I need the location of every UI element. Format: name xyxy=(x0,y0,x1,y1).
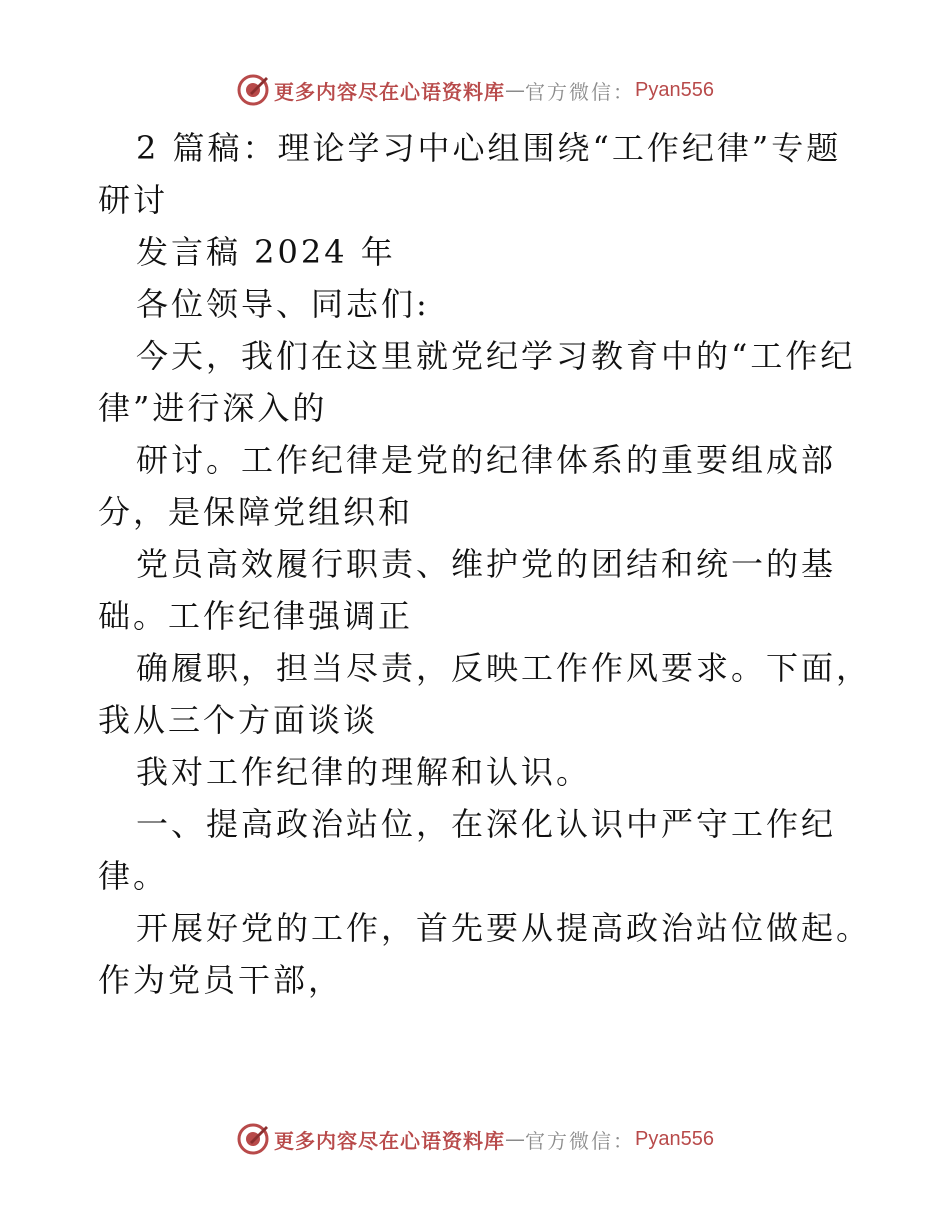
watermark-wechat-label: 官方微信： xyxy=(525,79,636,104)
text-line: 我对工作纪律的理解和认识。 xyxy=(136,753,592,791)
text-line: 律”进行深入的 xyxy=(98,389,328,427)
text-line: 础。工作纪律强调正 xyxy=(98,597,414,635)
text-line: 作为党员干部， xyxy=(98,961,344,999)
watermark-site-text: 更多内容尽在心语资料库 xyxy=(274,79,506,104)
text-line: 今天，我们在这里就党纪学习教育中的“工作纪 xyxy=(136,337,856,375)
text-line: 律。 xyxy=(98,857,169,895)
watermark-wechat-label: 官方微信： xyxy=(525,1128,636,1153)
text-line: 确履职，担当尽责，反映工作作风要求。下面， xyxy=(136,649,872,687)
text-line: 开展好党的工作，首先要从提高政治站位做起。 xyxy=(136,909,872,947)
text-line: 分，是保障党组织和 xyxy=(98,493,414,531)
text-line: 党员高效履行职责、维护党的团结和统一的基 xyxy=(136,545,837,583)
pen-logo-icon xyxy=(236,73,270,107)
text-line: 我从三个方面谈谈 xyxy=(98,701,379,739)
watermark-separator: — xyxy=(505,1127,526,1151)
document-body xyxy=(98,122,872,1006)
text-line: 研讨。工作纪律是党的纪律体系的重要组成部 xyxy=(136,441,837,479)
text-line: 各位领导、同志们: xyxy=(136,285,430,323)
watermark-handle: Pyan556 xyxy=(635,1127,714,1150)
footer-watermark xyxy=(0,1119,950,1159)
watermark-handle: Pyan556 xyxy=(635,78,714,101)
watermark-site-text: 更多内容尽在心语资料库 xyxy=(274,1128,506,1153)
text-line: 2 篇稿：理论学习中心组围绕“工作纪律”专题 xyxy=(136,129,842,167)
pen-logo-icon xyxy=(236,1122,270,1156)
header-watermark xyxy=(0,70,950,110)
watermark-separator: — xyxy=(505,78,526,102)
text-line: 一、提高政治站位，在深化认识中严守工作纪 xyxy=(136,805,837,843)
text-line: 研讨 xyxy=(98,181,169,219)
text-line: 发言稿 2024 年 xyxy=(136,233,396,271)
